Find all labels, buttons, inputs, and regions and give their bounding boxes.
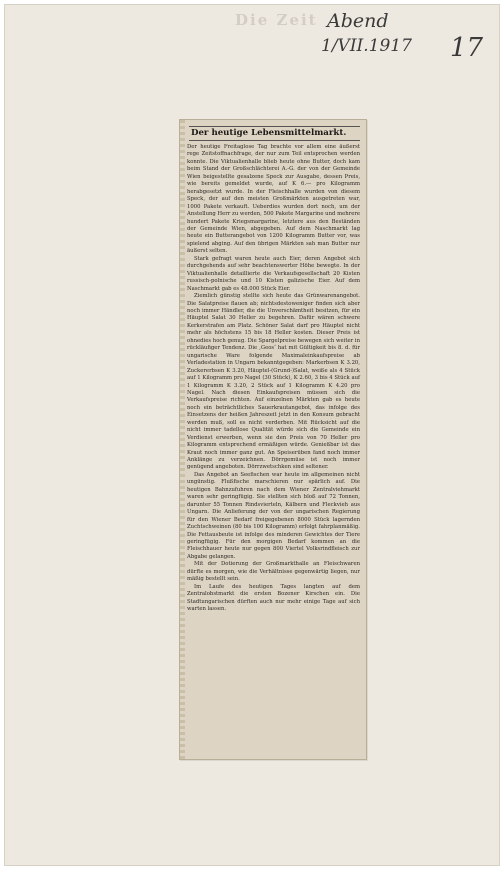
article-paragraph: Stark gefragt waren heute auch Eier, deren Angebot sich durchgehends auf sehr beachtenswerter Höhe bewegte. In der Viktualienhalle detaillierte die Verkaufsgesellschaft 20 Kisten russisch-polnische und 10 Kisten galizische Eier. Auf dem Naschmarkt gab es 48.000 Stück Eier. — [187, 255, 360, 292]
handwritten-source: Abend — [327, 10, 389, 32]
faded-masthead: Die Zeit — [235, 11, 318, 29]
article-paragraph: Der heutige Freitaglose Tag brachte vor allem eine äußerst rege Zeitstoffnachfrage, der nur zum Teil entsprochen werden konnte. Die Viktualienhalle blieb heute ohne Butter, doch kam beim Stand der Großschlächterei A.-G. der von der Gemeinde Wien beigestellte gesalzene Speck zur Ausgabe, dessen Preis, wie bereits gemeldet wurde, auf K 6.— pro Kilogramm herabgesetzt wurde. In der Fleischhalle wurden von diesem Speck, der auf den meisten Großmärkten ausgetreten war, 1000 Pakete verkauft. Ueberdies wurden dort noch, um der Anstellung Herr zu werden, 500 Pakete Margarine und mehrere hundert Pakete Kriegsmargarine, letztere aus den Beständen der Gemeinde Wien, abgegeben. Auf dem Naschmarkt lag heute ein Butterangebot von 1200 Kilogramm Butter vor, was spielend abging. Auf den übrigen Märkten sah man Butter nur äußerst selten. — [187, 144, 360, 255]
article-headline: Der heutige Lebensmittelmarkt. — [189, 126, 360, 141]
handwritten-date: 1/VII.1917 — [321, 36, 412, 56]
article-paragraph: Im Laufe des heutigen Tages langten auf dem Zentralobstmarkt die ersten Bozener Kirschen ein. Die Stadtungarischen dürften auch nur mehr einige Tage auf sich warten lassen. — [187, 583, 360, 613]
archive-sheet — [4, 4, 500, 866]
article-paragraph: Mit der Dotierung der Großmarkthalle an Fleischwaren dürfte es morgen, wie die Verhältnisse gegenwärtig liegen, nur mäßig bestellt sein. — [187, 561, 360, 583]
handwritten-number: 17 — [450, 33, 484, 63]
article-paragraph: Ziemlich günstig stellte sich heute das Grünwarenangebot. Die Salatpreise flauen ab; nichtsdestoweniger finden sich aber noch immer Händler, die die Unverschämtheit besitzen, für ein Häuptel Salat 30 Heller zu begehren. Dafür wären schwere Kerkerstrafen am Platz. Schöner Salat darf pro Häuptel nicht mehr als höchstens 15 bis 18 Heller kosten. Dieser Preis ist ohnedies hoch genug. Die Spargelpreise bewegen sich weiter in rückläufiger Tendenz. Die ‚Geos‘ hat mit Gültigkeit bis 8. d. für ungarische Ware folgende Maximaleinkaufspreise ab Verladestation in Ungarn bekanntgegeben: Markerbsen K 3.20, Zuckererbsen K 3.20, Häuptel-(Grund-)Salat, weiße als 4 Stück auf 1 Kilogramm pro Nagel (30 Stück), K 2.60, 3 bis 4 Stück auf 1 Kilogramm K 3.20, 2 Stück auf 1 Kilogramm K 4.20 pro Nagel. Nach diesen Einkaufspreisen müssen sich die Verkaufspreise richten. Auf einzelnen Märkten gab es heute noch ein beträchtliches Sauerkrautangebot, das infolge des Einsetzens der heißen Jahreszeit jetzt in den Konsum gebracht werden muß, soll es nicht verderben. Mit Rücksicht auf die nicht immer tadellose Qualität würde sich die Gemeinde ein Verdienst erwerben, wenn sie den Preis von 70 Heller pro Kilogramm entsprechend ermäßigen würde. Genießbar ist das Kraut noch immer ganz gut. An Speiserüben fand noch immer Anklänge zu verzeichnen. Dörrgemüse ist noch immer genügend angeboten. Dörrzwetschken sind seltener. — [187, 293, 360, 471]
newspaper-clipping — [179, 119, 367, 760]
clipping-torn-edge — [180, 120, 185, 759]
article-paragraph: Das Angebot an Seefischen war heute im allgemeinen nicht ungünstig. Flußfische marschieren nur spärlich auf. Die heutigen Bahnzufuhren nach dem Wiener Zentralviehmarkt waren sehr geringfügig. Sie stellten sich bloß auf 72 Tonnen, darunter 55 Tonnen Rindsvierteln, Kälbern und Fleckvieh aus Ungarn. Die Anlieferung der von der ungarischen Regierung für den Wiener Bedarf freigegebenen 8000 Stück lagernden Zuchtschweinen (80 bis 100 Kilogramm) erfolgt fahrplanmäßig. Die Fettausbeute ist infolge des minderen Gewichtes der Tiere geringfügig. Für den morgigen Bedarf kommen an die Fleischhauer heute nur gegen 800 Viertel Volksrindfleisch zur Abgabe gelangen. — [187, 471, 360, 560]
